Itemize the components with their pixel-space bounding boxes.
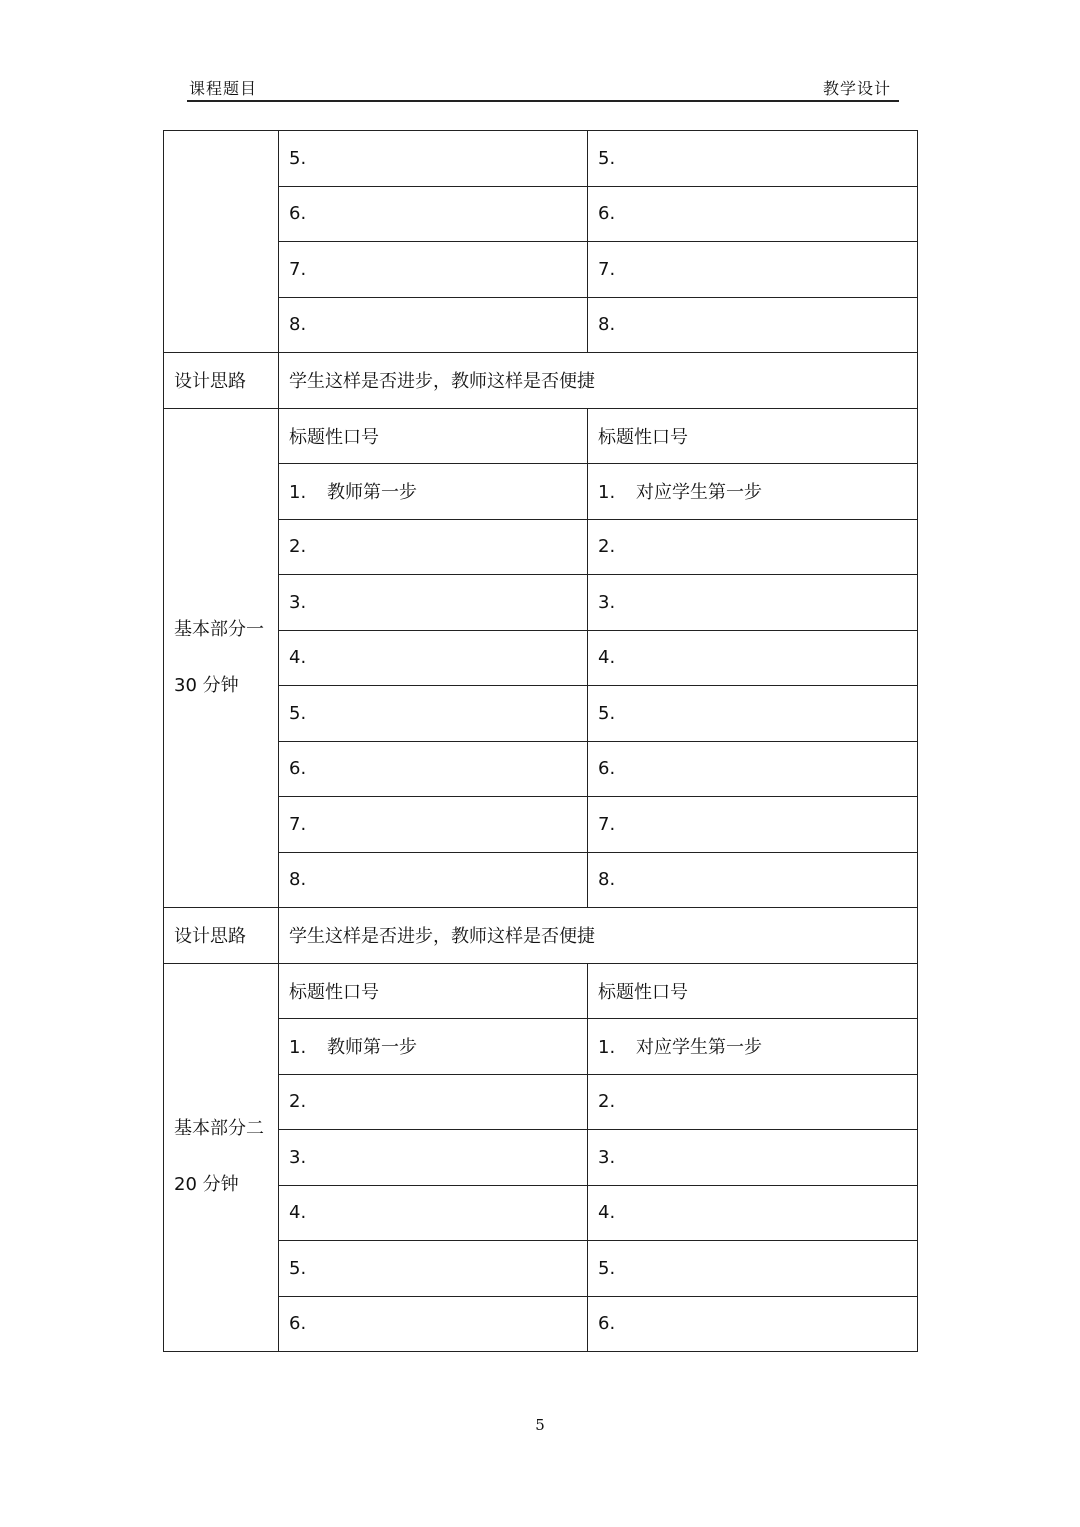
teacher-step xyxy=(279,575,588,631)
student-step xyxy=(588,1074,918,1130)
step-text: 教师第一步 xyxy=(327,1037,417,1059)
teacher-step: 5. xyxy=(279,131,588,187)
student-step xyxy=(588,1185,918,1241)
student-step: 7. xyxy=(588,242,918,298)
step-number: 6. xyxy=(598,758,616,780)
teacher-slogan-heading: 标题性口号 xyxy=(279,963,588,1019)
design-idea-text: 学生这样是否进步，教师这样是否便捷 xyxy=(279,353,918,409)
step-number: 5. xyxy=(598,1257,616,1279)
step-number: 6. xyxy=(289,758,307,780)
teacher-step: 6. xyxy=(279,186,588,242)
step-number: 6. xyxy=(289,1313,307,1335)
student-step xyxy=(588,852,918,908)
table-row xyxy=(164,131,918,187)
teacher-step: 8. xyxy=(279,297,588,353)
teacher-step xyxy=(279,630,588,686)
teacher-step xyxy=(279,1130,588,1186)
student-step xyxy=(588,1296,918,1352)
course-title-label: 课程题目 xyxy=(189,79,258,98)
teacher-step xyxy=(279,1074,588,1130)
teacher-step xyxy=(279,741,588,797)
page-number: 5 xyxy=(535,1416,545,1434)
step-number: 6. xyxy=(598,1313,616,1335)
page-header xyxy=(187,74,899,102)
student-step xyxy=(588,797,918,853)
student-slogan-heading: 标题性口号 xyxy=(588,963,918,1019)
student-step xyxy=(588,630,918,686)
section-2-title: 基本部分二 xyxy=(174,1118,264,1140)
student-step xyxy=(588,1130,918,1186)
student-step xyxy=(588,464,918,520)
section-2-title-cell xyxy=(164,963,279,1352)
student-step: 8. xyxy=(588,297,918,353)
step-number: 4. xyxy=(289,647,307,669)
lesson-plan-table xyxy=(163,130,918,1352)
section-1-duration: 30 分钟 xyxy=(174,674,239,696)
step-number: 4. xyxy=(289,1202,307,1224)
step-text: 对应学生第一步 xyxy=(636,482,762,504)
student-step xyxy=(588,1241,918,1297)
step-number: 2. xyxy=(289,1091,307,1113)
design-idea-label: 设计思路 xyxy=(164,353,279,409)
section-1-title-cell xyxy=(164,408,279,908)
teacher-step xyxy=(279,1185,588,1241)
section-heading-row xyxy=(164,963,918,1019)
teacher-step xyxy=(279,797,588,853)
section-1-title: 基本部分一 xyxy=(174,618,264,640)
teacher-step xyxy=(279,1296,588,1352)
step-number: 3. xyxy=(289,591,307,613)
step-number: 3. xyxy=(289,1146,307,1168)
teacher-step: 7. xyxy=(279,242,588,298)
student-step: 6. xyxy=(588,186,918,242)
step-number: 8. xyxy=(289,869,307,891)
teacher-step xyxy=(279,686,588,742)
teacher-slogan-heading: 标题性口号 xyxy=(279,408,588,464)
step-text: 教师第一步 xyxy=(327,482,417,504)
teacher-step xyxy=(279,852,588,908)
student-step xyxy=(588,519,918,575)
student-step xyxy=(588,575,918,631)
teacher-step xyxy=(279,519,588,575)
teacher-step xyxy=(279,1019,588,1075)
teacher-step xyxy=(279,464,588,520)
step-number: 7. xyxy=(598,813,616,835)
step-number: 2. xyxy=(598,1091,616,1113)
student-step xyxy=(588,686,918,742)
step-number: 1. xyxy=(289,1037,307,1059)
teacher-step xyxy=(279,1241,588,1297)
student-slogan-heading: 标题性口号 xyxy=(588,408,918,464)
document-type-label: 教学设计 xyxy=(822,79,891,98)
step-number: 5. xyxy=(289,702,307,724)
student-step xyxy=(588,1019,918,1075)
step-number: 4. xyxy=(598,1202,616,1224)
section-heading-row xyxy=(164,408,918,464)
step-number: 8. xyxy=(598,869,616,891)
step-number: 4. xyxy=(598,647,616,669)
step-number: 1. xyxy=(598,1037,616,1059)
step-number: 1. xyxy=(598,482,616,504)
step-number: 1. xyxy=(289,482,307,504)
continued-section-cell xyxy=(164,131,279,353)
section-2-duration: 20 分钟 xyxy=(174,1174,239,1196)
step-number: 5. xyxy=(598,702,616,724)
design-idea-text: 学生这样是否进步，教师这样是否便捷 xyxy=(279,908,918,964)
step-number: 7. xyxy=(289,813,307,835)
step-number: 2. xyxy=(289,536,307,558)
step-number: 3. xyxy=(598,591,616,613)
design-idea-label: 设计思路 xyxy=(164,908,279,964)
step-number: 5. xyxy=(289,1257,307,1279)
step-text: 对应学生第一步 xyxy=(636,1037,762,1059)
student-step: 5. xyxy=(588,131,918,187)
step-number: 2. xyxy=(598,536,616,558)
student-step xyxy=(588,741,918,797)
design-idea-row xyxy=(164,353,918,409)
design-idea-row xyxy=(164,908,918,964)
step-number: 3. xyxy=(598,1146,616,1168)
